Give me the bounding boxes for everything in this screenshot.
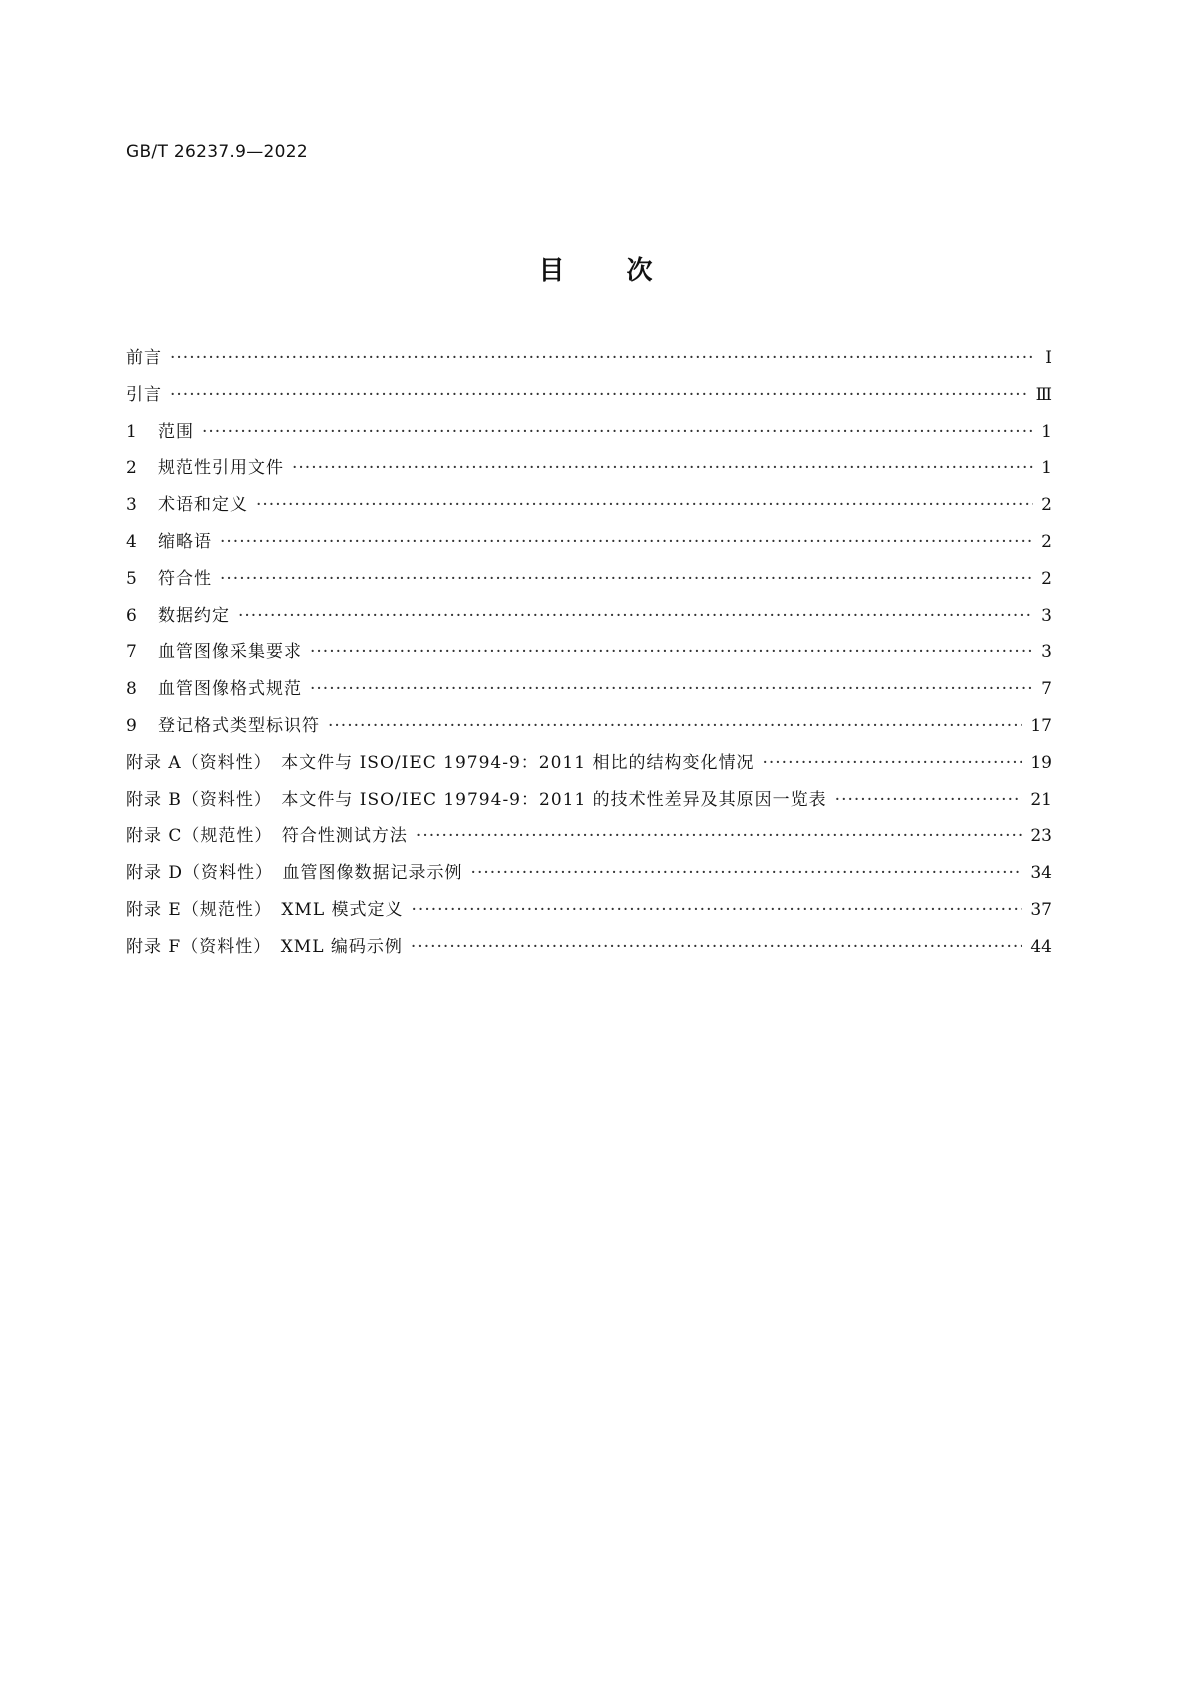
- toc-entry-number: 5: [126, 568, 137, 589]
- toc-entry-number: 6: [126, 605, 137, 626]
- toc-entry-label: 缩略语: [158, 531, 212, 552]
- toc-entry-label: 血管图像格式规范: [158, 679, 302, 700]
- toc-entry-label: 符合性: [158, 568, 212, 589]
- toc-entry-conformance[interactable]: [126, 561, 1052, 598]
- toc-entry-label: 规范性引用文件: [158, 458, 284, 479]
- toc-entry-annex-d[interactable]: [126, 855, 1052, 892]
- toc-entry-annex-b[interactable]: [126, 782, 1052, 819]
- toc-entry-label: 范围: [158, 421, 194, 442]
- toc-entry-label: 前言: [126, 348, 162, 368]
- dot-leader: [238, 598, 1033, 635]
- toc-entry-number: 2: [126, 458, 137, 479]
- toc-entry-number: 4: [126, 531, 137, 552]
- toc-entry-format-type-identifier[interactable]: [126, 708, 1052, 745]
- toc-entry-annex-a[interactable]: [126, 745, 1052, 782]
- toc-entry-label: 术语和定义: [158, 495, 248, 516]
- toc-entry-introduction[interactable]: [126, 377, 1052, 414]
- toc-title: 目次: [538, 256, 715, 286]
- toc-entry-page: 2: [1041, 568, 1052, 589]
- toc-entry-abbreviations[interactable]: [126, 524, 1052, 561]
- toc-entry-label: 引言: [126, 384, 162, 405]
- toc-entry-scope[interactable]: [126, 414, 1052, 451]
- toc-entry-page: Ⅰ: [1045, 348, 1052, 368]
- toc-entry-page: 23: [1030, 826, 1052, 847]
- toc-entry-annex-f[interactable]: [126, 929, 1052, 966]
- toc-entry-label: 附录 C（规范性） 符合性测试方法: [126, 826, 408, 847]
- toc-entry-annex-c[interactable]: [126, 818, 1052, 855]
- toc-entry-label: 附录 F（资料性） XML 编码示例: [126, 936, 403, 957]
- toc-entry-data-conventions[interactable]: [126, 598, 1052, 635]
- toc-entry-label: 附录 A（资料性） 本文件与 ISO/IEC 19794-9：2011 相比的结构变化情况: [126, 752, 755, 773]
- toc-entry-page: Ⅲ: [1035, 384, 1052, 405]
- dot-leader: [220, 561, 1033, 598]
- toc-entry-page: 2: [1041, 495, 1052, 516]
- dot-leader: [310, 634, 1033, 671]
- toc-entry-label: 附录 E（规范性） XML 模式定义: [126, 899, 404, 920]
- toc-entry-label: 血管图像采集要求: [158, 642, 302, 663]
- toc-entry-page: 44: [1030, 936, 1052, 957]
- toc-entry-image-acquisition[interactable]: [126, 634, 1052, 671]
- toc-entry-normative-references[interactable]: [126, 450, 1052, 487]
- dot-leader: [256, 487, 1033, 524]
- dot-leader: [471, 855, 1023, 892]
- toc-entry-number: 8: [126, 679, 137, 700]
- dot-leader: [202, 414, 1033, 451]
- toc-entry-page: 17: [1030, 715, 1052, 736]
- toc-entry-image-format[interactable]: [126, 671, 1052, 708]
- toc-entry-page: 1: [1041, 458, 1052, 479]
- toc-entry-page: 1: [1041, 421, 1052, 442]
- dot-leader: [835, 782, 1023, 819]
- dot-leader: [310, 671, 1033, 708]
- toc-entry-number: 1: [126, 421, 137, 442]
- toc-entry-label: 附录 D（资料性） 血管图像数据记录示例: [126, 863, 463, 884]
- dot-leader: [170, 340, 1034, 377]
- toc-entry-terms-definitions[interactable]: [126, 487, 1052, 524]
- toc-entry-page: 3: [1041, 642, 1052, 663]
- dot-leader: [416, 818, 1022, 855]
- table-of-contents: [126, 340, 1052, 966]
- toc-entry-page: 3: [1041, 605, 1052, 626]
- toc-entry-number: 9: [126, 715, 137, 736]
- dot-leader: [412, 892, 1023, 929]
- toc-entry-label: 登记格式类型标识符: [158, 715, 320, 736]
- toc-entry-annex-e[interactable]: [126, 892, 1052, 929]
- toc-entry-page: 19: [1030, 752, 1052, 773]
- toc-entry-number: 7: [126, 642, 137, 663]
- dot-leader: [170, 377, 1028, 414]
- dot-leader: [762, 745, 1022, 782]
- toc-entry-label: 数据约定: [158, 605, 230, 626]
- toc-entry-label: 附录 B（资料性） 本文件与 ISO/IEC 19794-9：2011 的技术性差异及其原因一览表: [126, 789, 827, 810]
- dot-leader: [292, 450, 1033, 487]
- toc-entry-page: 34: [1030, 863, 1052, 884]
- dot-leader: [220, 524, 1033, 561]
- toc-entry-page: 7: [1041, 679, 1052, 700]
- toc-entry-number: 3: [126, 495, 137, 516]
- toc-entry-page: 37: [1030, 899, 1052, 920]
- dot-leader: [328, 708, 1022, 745]
- toc-entry-page: 21: [1030, 789, 1052, 810]
- standard-number: GB/T 26237.9—2022: [126, 142, 309, 162]
- toc-entry-foreword[interactable]: [126, 340, 1052, 377]
- dot-leader: [411, 929, 1022, 966]
- toc-entry-page: 2: [1041, 531, 1052, 552]
